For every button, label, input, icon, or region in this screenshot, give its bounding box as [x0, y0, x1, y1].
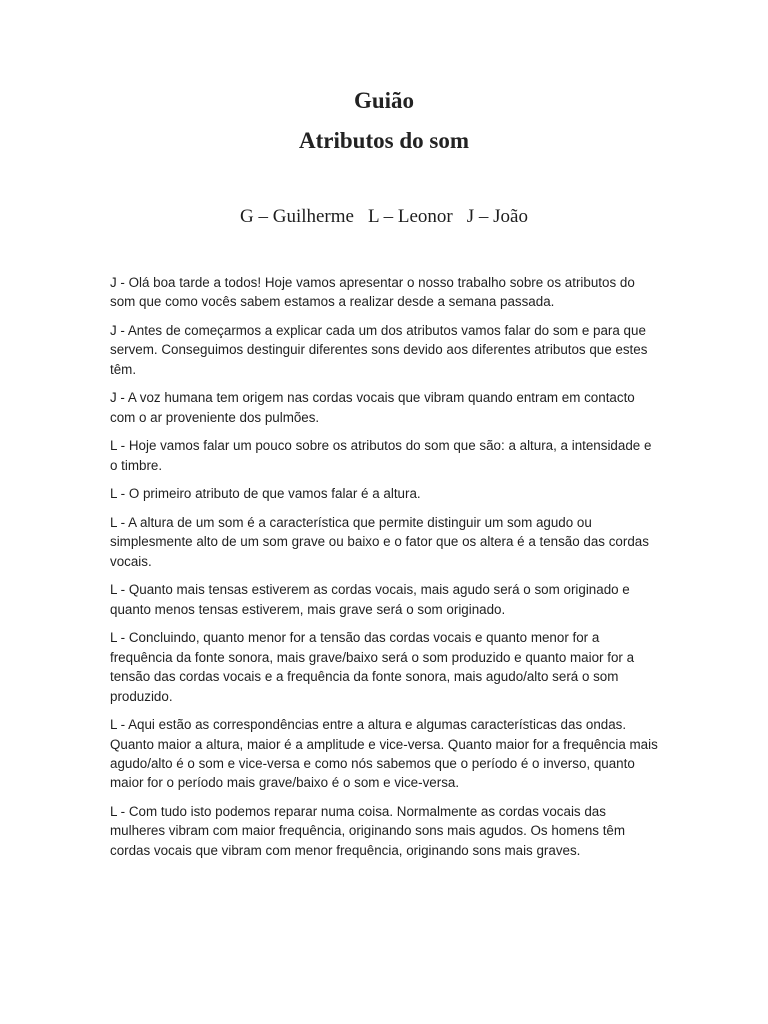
script-paragraph: L - Com tudo isto podemos reparar numa coisa. Normalmente as cordas vocais das mulheres vibram com maior frequência, originando sons mais agudos. Os homens têm cordas vocais que vibram com menor frequência, originando sons mais graves. — [110, 804, 626, 858]
script-paragraph: J - A voz humana tem origem nas cordas vocais que vibram quando entram em contacto com o ar proveniente dos pulmões. — [110, 390, 635, 425]
cast-list — [0, 204, 768, 230]
script-paragraph: J - Olá boa tarde a todos! Hoje vamos apresentar o nosso trabalho sobre os atributos do som que como vocês sabem estamos a realizar desde a semana passada. — [110, 275, 635, 310]
document-title: Guião — [353, 88, 415, 113]
script-paragraph: L - Concluindo, quanto menor for a tensão das cordas vocais e quanto menor for a frequência da fonte sonora, mais grave/baixo será o som produzido e quanto maior for a tensão das cordas vocais e a frequência da fonte sonora, mais agudo/alto será o som produzido. — [110, 630, 635, 704]
cast-member-guilherme: G – Guilherme — [240, 206, 354, 227]
script-paragraph: L - Hoje vamos falar um pouco sobre os atributos do som que são: a altura, a intensidade e o timbre. — [110, 438, 652, 473]
cast-member-joao: J – João — [466, 206, 528, 227]
script-body — [110, 273, 662, 869]
cast-member-leonor: L – Leonor — [367, 206, 453, 227]
document-subtitle: Atributos do som — [299, 128, 469, 153]
script-paragraph: L - O primeiro atributo de que vamos falar é a altura. — [110, 486, 421, 502]
script-paragraph: L - Quanto mais tensas estiverem as cordas vocais, mais agudo será o som originado e quanto menos tensas estiverem, mais grave será o som originado. — [110, 582, 630, 617]
script-paragraph: L - Aqui estão as correspondências entre a altura e algumas características das ondas. Quanto maior a altura, maior é a amplitude e vice-versa. Quanto maior for a frequência mais agudo/alto é o som e vice-versa e como nós sabemos que o período é o inverso, quanto maior for o período mais grave/baixo é o som e vice-versa. — [110, 717, 658, 791]
script-paragraph: J - Antes de começarmos a explicar cada um dos atributos vamos falar do som e para que servem. Conseguimos destinguir diferentes sons devido aos diferentes atributos que estes têm. — [110, 323, 648, 377]
script-paragraph: L - A altura de um som é a característica que permite distinguir um som agudo ou simplesmente alto de um som grave ou baixo e o fator que os altera é a tensão das cordas vocais. — [110, 515, 649, 569]
